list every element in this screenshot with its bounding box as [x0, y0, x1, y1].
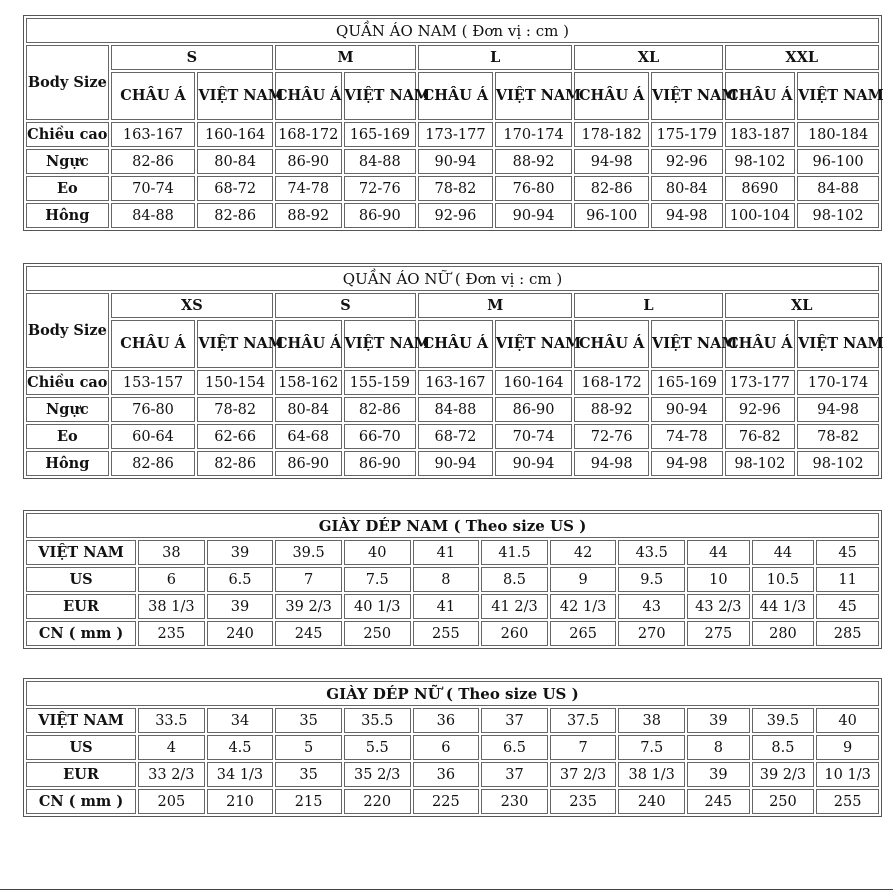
table-row — [26, 594, 879, 619]
table-cell: 160-164 — [197, 122, 273, 147]
table-cell: 76-80 — [111, 397, 196, 422]
table-cell: 165-169 — [344, 122, 417, 147]
size-header: XL — [725, 293, 879, 318]
sub-header-vietnam: VIỆT NAM — [797, 72, 879, 120]
table-row — [26, 397, 879, 422]
table-cell: 84-88 — [418, 397, 493, 422]
row-label: US — [26, 567, 136, 592]
table-cell: 78-82 — [197, 397, 273, 422]
table-cell: 173-177 — [725, 370, 796, 395]
bottom-divider — [0, 889, 893, 890]
table-cell: 245 — [687, 789, 750, 814]
table-cell: 163-167 — [418, 370, 493, 395]
table-row — [26, 708, 879, 733]
row-label: VIỆT NAM — [26, 540, 136, 565]
table-row — [26, 122, 879, 147]
table-cell: 70-74 — [111, 176, 196, 201]
table-cell: 90-94 — [418, 451, 493, 476]
row-label: Eo — [26, 424, 109, 449]
sub-header-vietnam: VIỆT NAM — [651, 72, 723, 120]
table-cell: 7.5 — [618, 735, 685, 760]
size-header: XXL — [725, 45, 879, 70]
table-cell: 96-100 — [574, 203, 649, 228]
table-cell: 7 — [550, 735, 617, 760]
table-cell: 163-167 — [111, 122, 196, 147]
table-cell: 5.5 — [344, 735, 411, 760]
size-header: L — [418, 45, 572, 70]
sub-header-asia: CHÂU Á — [574, 320, 649, 368]
table-cell: 90-94 — [495, 203, 573, 228]
sub-header-asia: CHÂU Á — [275, 72, 342, 120]
table-cell: 98-102 — [797, 203, 879, 228]
table-cell: 39.5 — [275, 540, 342, 565]
sub-header-asia: CHÂU Á — [111, 320, 196, 368]
table-cell: 8 — [413, 567, 480, 592]
table-cell: 68-72 — [197, 176, 273, 201]
table-cell: 38 — [618, 708, 685, 733]
table-cell: 94-98 — [574, 149, 649, 174]
sub-header-asia: CHÂU Á — [725, 72, 796, 120]
table-cell: 60-64 — [111, 424, 196, 449]
table-cell: 225 — [413, 789, 480, 814]
table-row — [26, 424, 879, 449]
row-label: Chiều cao — [26, 122, 109, 147]
table-cell: 40 1/3 — [344, 594, 411, 619]
table-cell: 74-78 — [651, 424, 723, 449]
table-cell: 94-98 — [574, 451, 649, 476]
row-label: EUR — [26, 594, 136, 619]
table-cell: 5 — [275, 735, 342, 760]
table-cell: 88-92 — [495, 149, 573, 174]
row-label: CN ( mm ) — [26, 621, 136, 646]
table-cell: 82-86 — [197, 203, 273, 228]
table-cell: 86-90 — [495, 397, 573, 422]
table-cell: 80-84 — [275, 397, 342, 422]
table-cell: 64-68 — [275, 424, 342, 449]
row-label: Hông — [26, 451, 109, 476]
table-cell: 265 — [550, 621, 617, 646]
table-cell: 41 2/3 — [481, 594, 548, 619]
table-row — [26, 621, 879, 646]
table-cell: 8.5 — [481, 567, 548, 592]
table-cell: 35 — [275, 762, 342, 787]
table-row — [26, 203, 879, 228]
table-cell: 38 1/3 — [138, 594, 205, 619]
corner-header: Body Size — [26, 293, 109, 368]
table-cell: 82-86 — [111, 149, 196, 174]
table-cell: 183-187 — [725, 122, 796, 147]
sub-header-asia: CHÂU Á — [725, 320, 796, 368]
men-clothing-size-table — [23, 15, 882, 231]
row-label: Ngực — [26, 149, 109, 174]
table-cell: 260 — [481, 621, 548, 646]
table-cell: 88-92 — [275, 203, 342, 228]
table-cell: 84-88 — [797, 176, 879, 201]
table-cell: 40 — [816, 708, 879, 733]
table-cell: 98-102 — [725, 149, 796, 174]
table-cell: 86-90 — [275, 149, 342, 174]
table-cell: 45 — [816, 594, 879, 619]
table-cell: 43 — [618, 594, 685, 619]
table-cell: 39 — [687, 708, 750, 733]
table-cell: 33 2/3 — [138, 762, 205, 787]
table-cell: 170-174 — [797, 370, 879, 395]
table-row — [26, 789, 879, 814]
sub-header-vietnam: VIỆT NAM — [197, 72, 273, 120]
table-cell: 4 — [138, 735, 205, 760]
sub-header-vietnam: VIỆT NAM — [197, 320, 273, 368]
table-cell: 41 — [413, 594, 480, 619]
table-cell: 39 — [687, 762, 750, 787]
table-cell: 68-72 — [418, 424, 493, 449]
table-cell: 280 — [752, 621, 815, 646]
table-row — [26, 370, 879, 395]
table-cell: 8690 — [725, 176, 796, 201]
women-shoe-size-table — [23, 678, 882, 817]
table-cell: 92-96 — [651, 149, 723, 174]
table-cell: 10 — [687, 567, 750, 592]
table-cell: 37 — [481, 762, 548, 787]
table-cell: 34 — [207, 708, 274, 733]
table-cell: 37.5 — [550, 708, 617, 733]
table-row — [26, 540, 879, 565]
table-cell: 80-84 — [651, 176, 723, 201]
table-cell: 37 2/3 — [550, 762, 617, 787]
table-cell: 39 2/3 — [752, 762, 815, 787]
sub-header-vietnam: VIỆT NAM — [797, 320, 879, 368]
table-cell: 7.5 — [344, 567, 411, 592]
table-row — [26, 762, 879, 787]
table-cell: 86-90 — [275, 451, 342, 476]
table-cell: 205 — [138, 789, 205, 814]
table-cell: 37 — [481, 708, 548, 733]
table-cell: 90-94 — [651, 397, 723, 422]
table-cell: 8 — [687, 735, 750, 760]
table-cell: 39 — [207, 540, 274, 565]
table-cell: 10.5 — [752, 567, 815, 592]
table-cell: 4.5 — [207, 735, 274, 760]
table-cell: 285 — [816, 621, 879, 646]
table-cell: 44 1/3 — [752, 594, 815, 619]
table-cell: 240 — [207, 621, 274, 646]
table-cell: 9 — [550, 567, 617, 592]
table-cell: 270 — [618, 621, 685, 646]
table-cell: 98-102 — [725, 451, 796, 476]
table-cell: 173-177 — [418, 122, 493, 147]
row-label: Ngực — [26, 397, 109, 422]
table-cell: 155-159 — [344, 370, 417, 395]
row-label: Eo — [26, 176, 109, 201]
table-cell: 9.5 — [618, 567, 685, 592]
table-cell: 180-184 — [797, 122, 879, 147]
table-cell: 170-174 — [495, 122, 573, 147]
table-cell: 150-154 — [197, 370, 273, 395]
table-cell: 6.5 — [207, 567, 274, 592]
table-row — [26, 735, 879, 760]
table-cell: 92-96 — [418, 203, 493, 228]
table-cell: 72-76 — [344, 176, 417, 201]
row-label: Chiều cao — [26, 370, 109, 395]
table-row — [26, 451, 879, 476]
table-cell: 35.5 — [344, 708, 411, 733]
row-label: EUR — [26, 762, 136, 787]
sub-header-vietnam: VIỆT NAM — [344, 320, 417, 368]
table-cell: 94-98 — [651, 203, 723, 228]
row-label: US — [26, 735, 136, 760]
table-cell: 76-80 — [495, 176, 573, 201]
table-cell: 168-172 — [574, 370, 649, 395]
sub-header-vietnam: VIỆT NAM — [651, 320, 723, 368]
table-cell: 168-172 — [275, 122, 342, 147]
table-cell: 220 — [344, 789, 411, 814]
row-label: Hông — [26, 203, 109, 228]
men-shoe-size-table — [23, 510, 882, 649]
sub-header-asia: CHÂU Á — [418, 320, 493, 368]
table-cell: 33.5 — [138, 708, 205, 733]
table-cell: 78-82 — [797, 424, 879, 449]
size-header: S — [111, 45, 273, 70]
size-header: XS — [111, 293, 273, 318]
table-cell: 165-169 — [651, 370, 723, 395]
table-cell: 39.5 — [752, 708, 815, 733]
table-cell: 76-82 — [725, 424, 796, 449]
table-cell: 255 — [413, 621, 480, 646]
table-cell: 175-179 — [651, 122, 723, 147]
table-cell: 82-86 — [574, 176, 649, 201]
table-cell: 42 — [550, 540, 617, 565]
table-cell: 43.5 — [618, 540, 685, 565]
table-cell: 36 — [413, 708, 480, 733]
table-cell: 82-86 — [344, 397, 417, 422]
sub-header-vietnam: VIỆT NAM — [495, 72, 573, 120]
size-header: XL — [574, 45, 722, 70]
table-cell: 45 — [816, 540, 879, 565]
table-cell: 215 — [275, 789, 342, 814]
sub-header-asia: CHÂU Á — [275, 320, 342, 368]
table-cell: 80-84 — [197, 149, 273, 174]
table-cell: 41 — [413, 540, 480, 565]
table-cell: 39 — [207, 594, 274, 619]
table-title: GIÀY DÉP NAM ( Theo size US ) — [26, 513, 879, 538]
sub-header-vietnam: VIỆT NAM — [344, 72, 417, 120]
table-cell: 230 — [481, 789, 548, 814]
table-cell: 235 — [138, 621, 205, 646]
table-row — [26, 149, 879, 174]
table-cell: 40 — [344, 540, 411, 565]
table-cell: 66-70 — [344, 424, 417, 449]
table-cell: 94-98 — [651, 451, 723, 476]
corner-header: Body Size — [26, 45, 109, 120]
table-title: GIÀY DÉP NỮ ( Theo size US ) — [26, 681, 879, 706]
table-cell: 160-164 — [495, 370, 573, 395]
table-cell: 39 2/3 — [275, 594, 342, 619]
table-cell: 6 — [413, 735, 480, 760]
table-title: QUẦN ÁO NỮ ( Đơn vị : cm ) — [26, 266, 879, 291]
table-cell: 96-100 — [797, 149, 879, 174]
table-cell: 240 — [618, 789, 685, 814]
table-cell: 178-182 — [574, 122, 649, 147]
table-cell: 255 — [816, 789, 879, 814]
table-cell: 8.5 — [752, 735, 815, 760]
table-cell: 88-92 — [574, 397, 649, 422]
table-cell: 41.5 — [481, 540, 548, 565]
table-cell: 70-74 — [495, 424, 573, 449]
table-cell: 78-82 — [418, 176, 493, 201]
table-cell: 245 — [275, 621, 342, 646]
size-header: M — [275, 45, 416, 70]
table-cell: 275 — [687, 621, 750, 646]
women-clothing-size-table — [23, 263, 882, 479]
table-title: QUẦN ÁO NAM ( Đơn vị : cm ) — [26, 18, 879, 43]
table-cell: 250 — [752, 789, 815, 814]
table-cell: 86-90 — [344, 203, 417, 228]
table-cell: 36 — [413, 762, 480, 787]
table-cell: 74-78 — [275, 176, 342, 201]
table-cell: 34 1/3 — [207, 762, 274, 787]
table-cell: 43 2/3 — [687, 594, 750, 619]
table-cell: 90-94 — [495, 451, 573, 476]
table-cell: 35 — [275, 708, 342, 733]
table-row — [26, 176, 879, 201]
table-cell: 10 1/3 — [816, 762, 879, 787]
table-cell: 90-94 — [418, 149, 493, 174]
table-cell: 82-86 — [197, 451, 273, 476]
table-cell: 84-88 — [111, 203, 196, 228]
row-label: VIỆT NAM — [26, 708, 136, 733]
table-cell: 92-96 — [725, 397, 796, 422]
table-cell: 62-66 — [197, 424, 273, 449]
table-cell: 44 — [752, 540, 815, 565]
table-cell: 38 1/3 — [618, 762, 685, 787]
row-label: CN ( mm ) — [26, 789, 136, 814]
table-cell: 42 1/3 — [550, 594, 617, 619]
size-header: M — [418, 293, 572, 318]
table-cell: 100-104 — [725, 203, 796, 228]
sub-header-asia: CHÂU Á — [111, 72, 196, 120]
table-cell: 94-98 — [797, 397, 879, 422]
table-cell: 84-88 — [344, 149, 417, 174]
table-cell: 250 — [344, 621, 411, 646]
table-row — [26, 567, 879, 592]
sub-header-asia: CHÂU Á — [418, 72, 493, 120]
sub-header-vietnam: VIỆT NAM — [495, 320, 573, 368]
table-cell: 35 2/3 — [344, 762, 411, 787]
table-cell: 44 — [687, 540, 750, 565]
size-header: S — [275, 293, 416, 318]
table-cell: 158-162 — [275, 370, 342, 395]
table-cell: 72-76 — [574, 424, 649, 449]
table-cell: 7 — [275, 567, 342, 592]
table-cell: 153-157 — [111, 370, 196, 395]
table-cell: 98-102 — [797, 451, 879, 476]
table-cell: 6 — [138, 567, 205, 592]
table-cell: 235 — [550, 789, 617, 814]
sub-header-asia: CHÂU Á — [574, 72, 649, 120]
table-cell: 11 — [816, 567, 879, 592]
table-cell: 86-90 — [344, 451, 417, 476]
size-header: L — [574, 293, 722, 318]
table-cell: 9 — [816, 735, 879, 760]
table-cell: 210 — [207, 789, 274, 814]
table-cell: 6.5 — [481, 735, 548, 760]
table-cell: 38 — [138, 540, 205, 565]
table-cell: 82-86 — [111, 451, 196, 476]
